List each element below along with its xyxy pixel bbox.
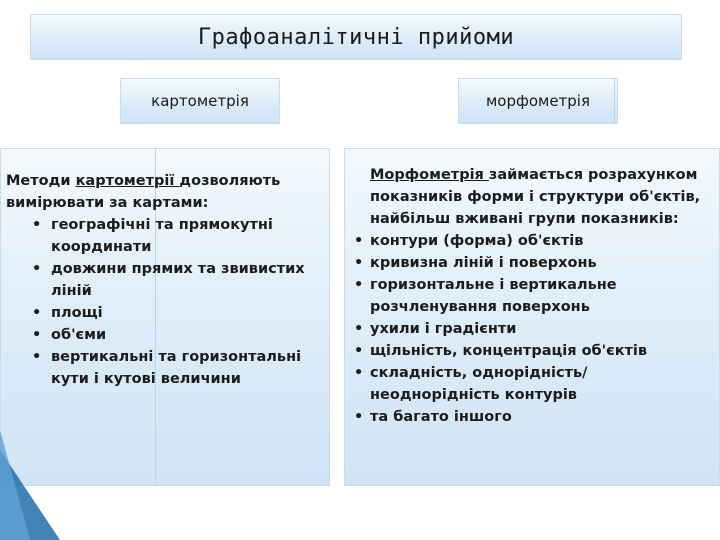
bullet: • — [354, 255, 364, 271]
list-item-text: ухили і градієнти — [370, 321, 517, 337]
list-item — [6, 324, 326, 346]
list-item — [6, 302, 326, 324]
cartometry-text — [6, 170, 326, 390]
list-item — [352, 274, 714, 318]
morphometry-text — [352, 164, 714, 428]
list-item — [6, 214, 326, 258]
list-item — [6, 258, 326, 302]
bullet: • — [354, 343, 364, 359]
morphometry-intro — [352, 164, 714, 230]
list-item — [352, 230, 714, 252]
morphometry-list — [352, 230, 714, 428]
list-item-text: довжини прямих та звивистих ліній — [51, 261, 305, 299]
bullet: • — [354, 321, 364, 337]
cartometry-label-box — [120, 78, 280, 124]
list-item — [352, 252, 714, 274]
list-item — [352, 340, 714, 362]
intro-term: картометрії — [75, 173, 180, 189]
list-item — [352, 406, 714, 428]
list-item-text: та багато іншого — [370, 409, 512, 425]
title-box — [30, 14, 682, 60]
list-item-text: вертикальні та горизонтальні кути і кутові величини — [51, 349, 302, 387]
cartometry-intro — [6, 170, 326, 214]
intro-text: дозволяють вимірювати за картами: — [6, 173, 281, 211]
list-item-text: горизонтальне і вертикальне розчленування поверхонь — [370, 277, 617, 315]
cartometry-label: картометрія — [151, 92, 249, 110]
morphometry-label: морфометрія — [485, 92, 590, 110]
list-item — [352, 318, 714, 340]
list-item — [6, 346, 326, 390]
bullet: • — [354, 233, 364, 249]
list-item-text: складність, однорідність/ неоднорідність контурів — [370, 365, 588, 403]
list-item-text: контури (форма) об'єктів — [370, 233, 584, 249]
bullet: • — [354, 365, 364, 381]
list-item-text: географічні та прямокутні координати — [51, 217, 273, 255]
list-item-text: площі — [51, 305, 103, 321]
intro-text: Методи — [6, 173, 76, 189]
bullet: • — [32, 261, 42, 277]
bullet: • — [32, 349, 42, 365]
cartometry-list — [6, 214, 326, 390]
corner-decoration — [0, 430, 30, 540]
intro-term: Морфометрія — [370, 167, 489, 183]
page-title: Графоаналітичні прийоми — [197, 24, 515, 50]
morphometry-label-box — [458, 78, 618, 124]
bullet: • — [32, 327, 42, 343]
list-item-text: щільність, концентрація об'єктів — [370, 343, 648, 359]
bullet: • — [354, 409, 364, 425]
bullet: • — [32, 217, 42, 233]
list-item-text: об'єми — [51, 327, 107, 343]
list-item-text: кривизна ліній і поверхонь — [370, 255, 597, 271]
divider-line — [614, 78, 615, 124]
list-item — [352, 362, 714, 406]
bullet: • — [32, 305, 42, 321]
intro-text: займається розрахунком показників форми і структури об'єктів, найбільш вживані групи показників: — [370, 167, 701, 227]
bullet: • — [354, 277, 364, 293]
